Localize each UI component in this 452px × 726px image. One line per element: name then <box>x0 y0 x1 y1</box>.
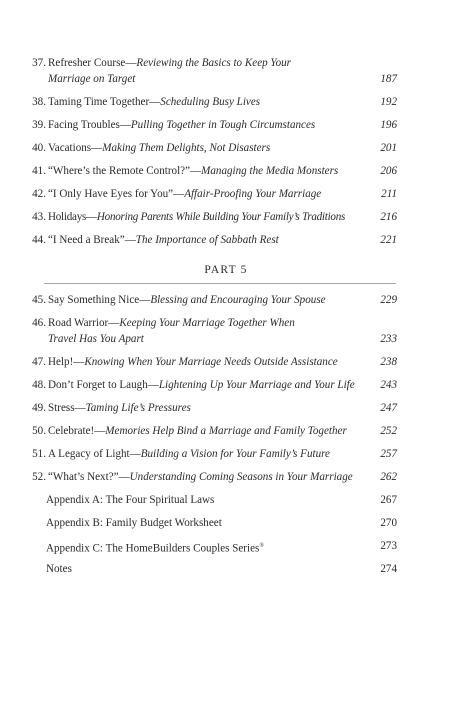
entry-number: 44. <box>32 234 46 246</box>
entry-title: Notes <box>46 563 72 575</box>
entry-title-continued: Travel Has You Apart <box>48 333 144 345</box>
entry-number: 51. <box>32 448 46 460</box>
entry-title: Facing Troubles—Pulling Together in Tough Circumstances <box>48 119 316 131</box>
entry-page-number: 192 <box>380 96 397 108</box>
entry-number: 43. <box>32 211 46 223</box>
entry-number: 47. <box>32 356 46 368</box>
entry-title: Celebrate!—Memories Help Bind a Marriage and Family Together <box>48 425 347 437</box>
entry-page-number: 257 <box>380 448 397 460</box>
entry-number: 48. <box>32 379 46 391</box>
entry-title: “I Only Have Eyes for You”—Affair-Proofing Your Marriage <box>48 188 322 200</box>
entry-number: 40. <box>32 142 46 154</box>
entry-title: Appendix C: The HomeBuilders Couples Series® <box>46 542 264 555</box>
entry-page-number: 221 <box>380 234 397 246</box>
entry-title: A Legacy of Light—Building a Vision for Your Family’s Future <box>48 448 330 460</box>
entry-number: 46. <box>32 317 46 329</box>
entry-page-number: 216 <box>380 211 397 223</box>
entry-page-number: 233 <box>380 333 397 345</box>
entry-page-number: 267 <box>380 494 397 506</box>
entry-page-number: 262 <box>380 471 397 483</box>
entry-title: “I Need a Break”—The Importance of Sabbath Rest <box>48 234 279 246</box>
entry-page-number: 211 <box>381 188 397 200</box>
entry-page-number: 238 <box>380 356 397 368</box>
entry-page-number: 206 <box>380 165 397 177</box>
entry-page-number: 243 <box>380 379 397 391</box>
entry-page-number: 201 <box>380 142 397 154</box>
entry-number: 50. <box>32 425 46 437</box>
entry-number: 49. <box>32 402 46 414</box>
entry-number: 38. <box>32 96 46 108</box>
entry-title: Taming Time Together—Scheduling Busy Lives <box>48 96 261 108</box>
part-heading: PART 5 <box>204 264 248 276</box>
entry-title: “Where’s the Remote Control?”—Managing the Media Monsters <box>48 165 339 177</box>
entry-title: Appendix A: The Four Spiritual Laws <box>46 494 215 506</box>
entry-title: Appendix B: Family Budget Worksheet <box>46 517 222 529</box>
entry-title: “What’s Next?”—Understanding Coming Seasons in Your Marriage <box>48 471 353 483</box>
entry-page-number: 187 <box>380 73 397 85</box>
entry-number: 41. <box>32 165 46 177</box>
entry-page-number: 273 <box>380 540 397 552</box>
entry-page-number: 252 <box>380 425 397 437</box>
entry-page-number: 247 <box>380 402 397 414</box>
entry-title: Holidays—Honoring Parents While Building Your Family’s Traditions <box>48 211 346 223</box>
entry-number: 39. <box>32 119 46 131</box>
entry-number: 45. <box>32 294 46 306</box>
entry-title: Stress—Taming Life’s Pressures <box>48 402 191 414</box>
entry-number: 42. <box>32 188 46 200</box>
entry-page-number: 229 <box>380 294 397 306</box>
part-divider <box>44 283 396 284</box>
entry-number: 52. <box>32 471 46 483</box>
entry-title: Refresher Course—Reviewing the Basics to Keep Your <box>48 57 291 69</box>
entry-page-number: 196 <box>380 119 397 131</box>
entry-title-continued: Marriage on Target <box>48 73 136 85</box>
registered-mark: ® <box>259 543 264 549</box>
entry-page-number: 274 <box>380 563 397 575</box>
entry-page-number: 270 <box>380 517 397 529</box>
entry-title: Help!—Knowing When Your Marriage Needs Outside Assistance <box>48 356 338 368</box>
entry-title: Road Warrior—Keeping Your Marriage Together When <box>48 317 295 329</box>
entry-number: 37. <box>32 57 46 69</box>
entry-title: Vacations—Making Them Delights, Not Disasters <box>48 142 271 154</box>
entry-title: Say Something Nice—Blessing and Encouraging Your Spouse <box>48 294 326 306</box>
entry-title: Don’t Forget to Laugh—Lightening Up Your Marriage and Your Life <box>48 379 355 391</box>
